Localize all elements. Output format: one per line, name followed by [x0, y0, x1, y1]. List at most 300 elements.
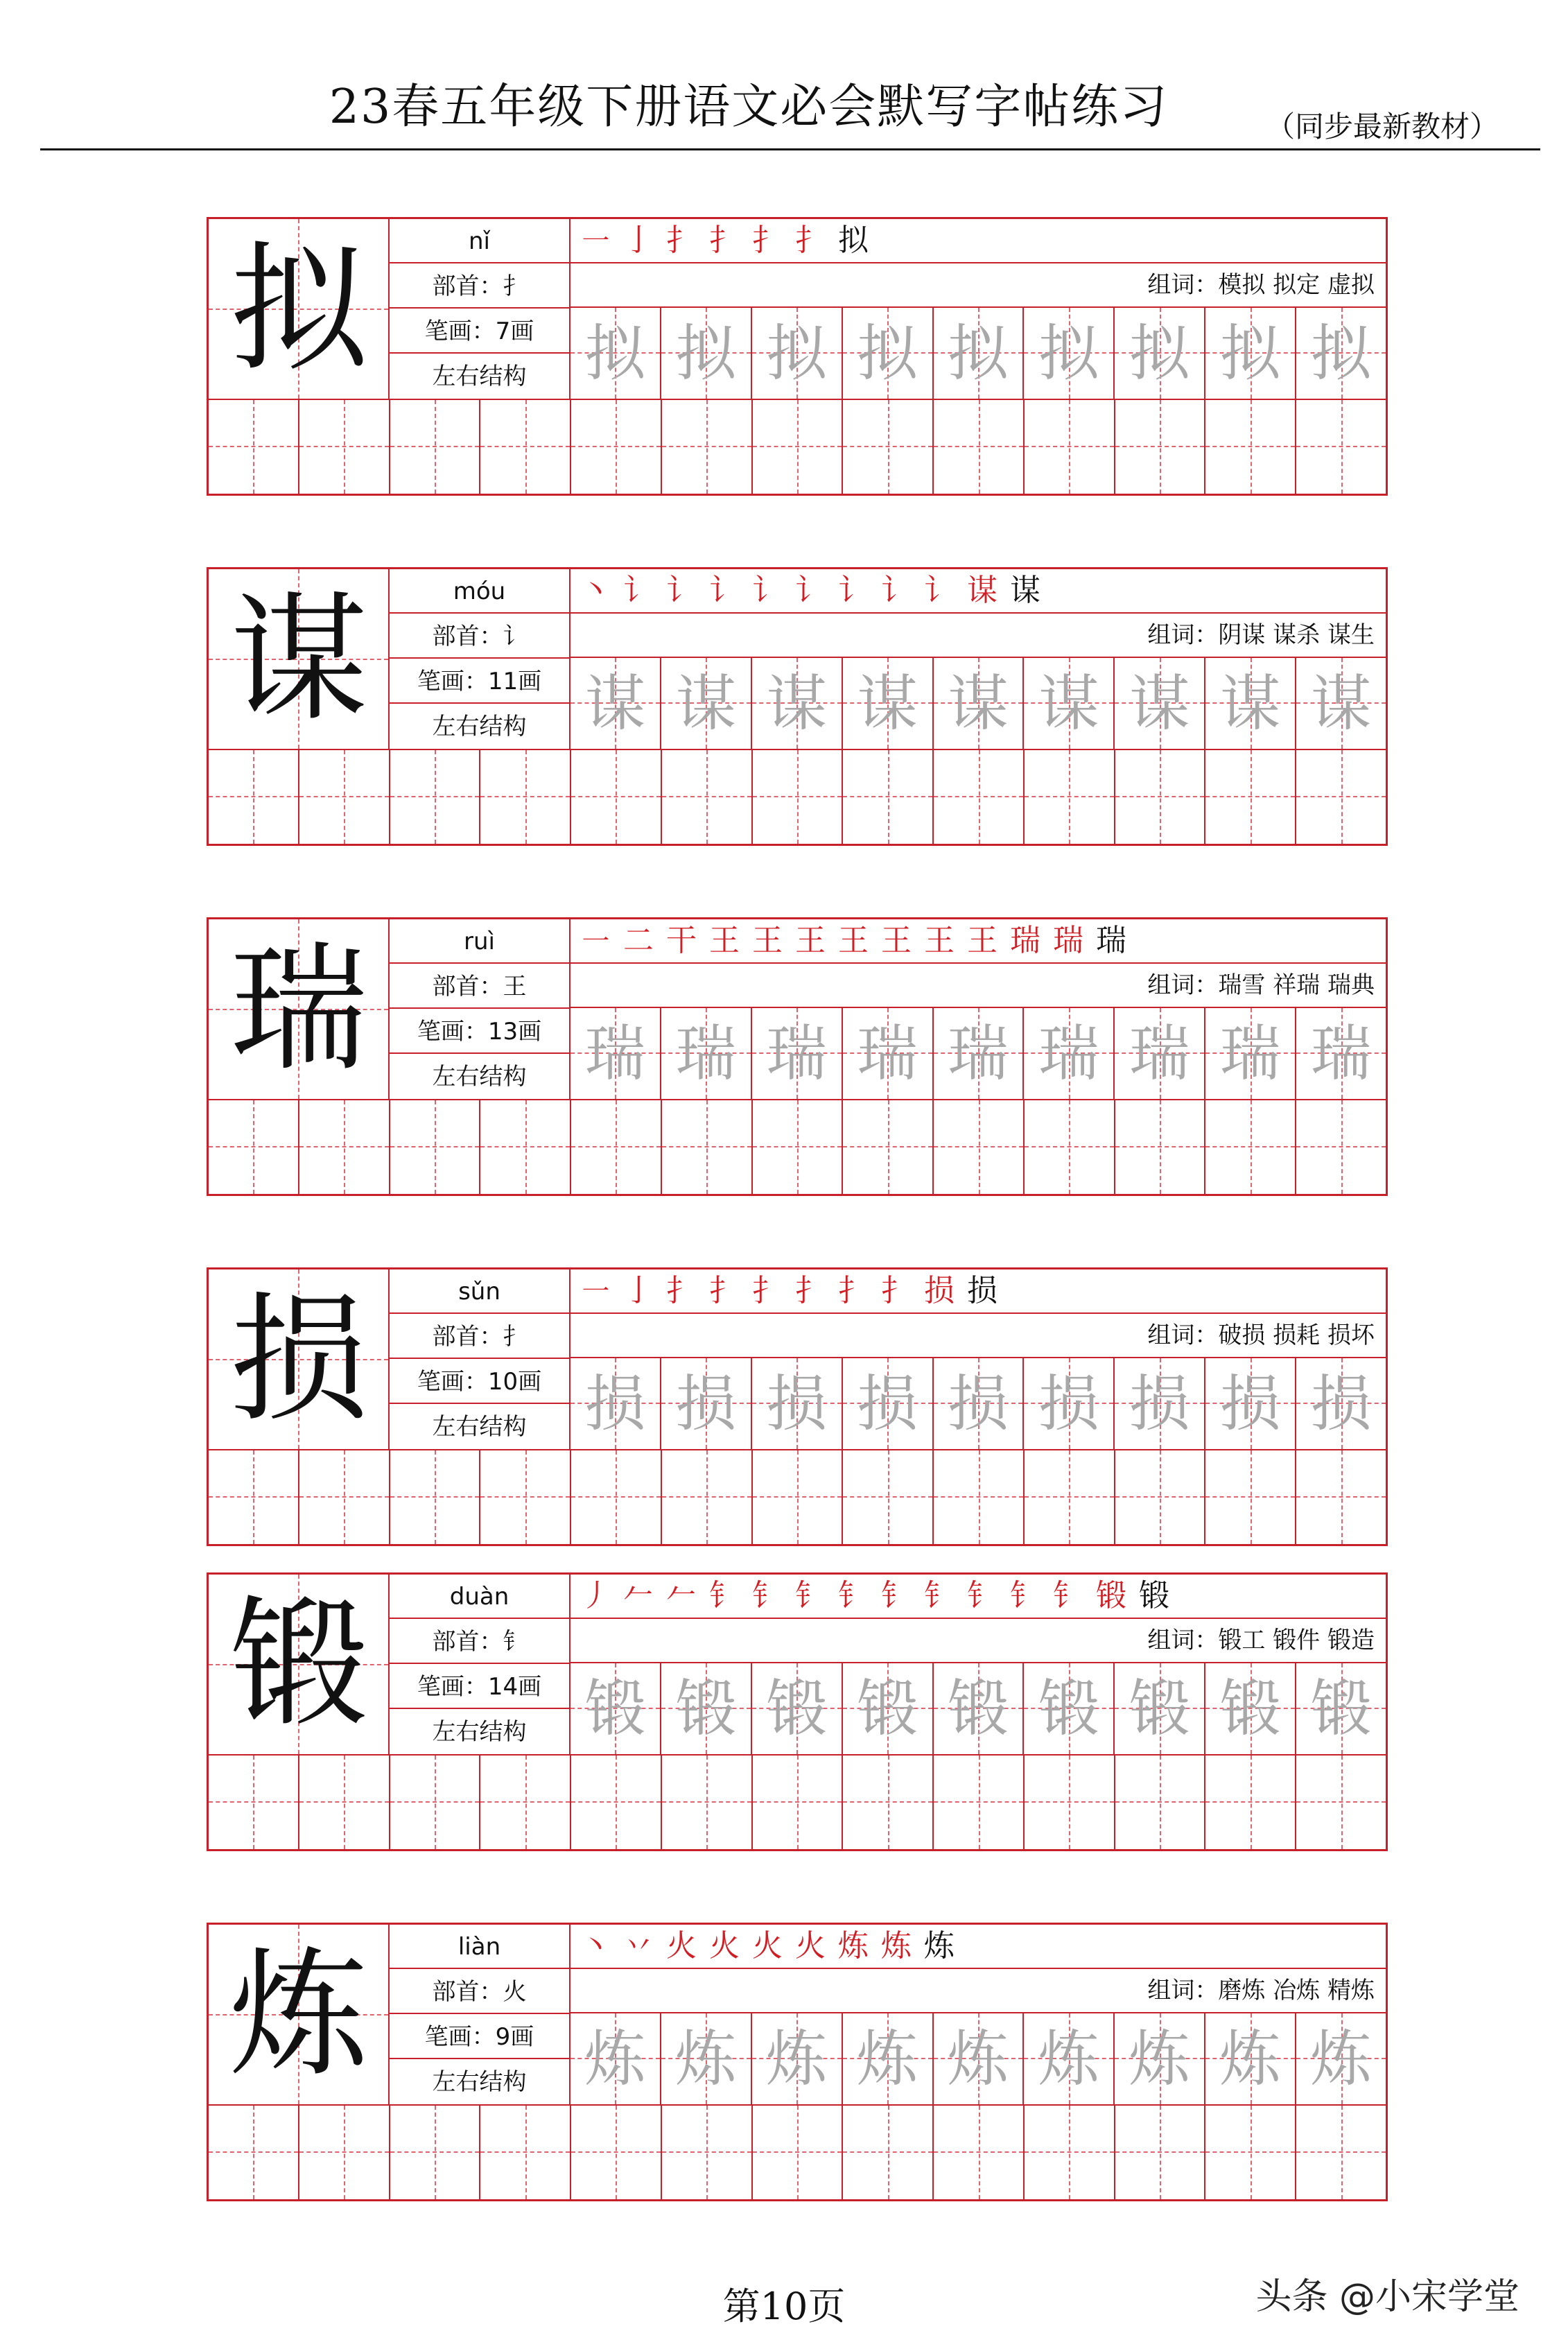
trace-cell[interactable]	[570, 658, 661, 749]
stroke-order	[570, 219, 1386, 263]
page-title: 23春五年级下册语文必会默写字帖练习	[329, 80, 1169, 135]
write-cell[interactable]	[1115, 1756, 1206, 1849]
stroke-step: 钅	[1053, 1578, 1096, 1613]
stroke-order	[570, 569, 1386, 614]
stroke-step: 讠	[795, 573, 838, 608]
trace-cell[interactable]	[570, 1008, 661, 1099]
write-cell[interactable]	[390, 2106, 481, 2199]
structure-label: 左右结构	[390, 1405, 569, 1450]
trace-cell[interactable]	[1115, 2013, 1205, 2104]
guide-line	[797, 2106, 799, 2199]
write-cell[interactable]	[753, 2106, 844, 2199]
trace-cell[interactable]	[1024, 308, 1115, 399]
write-cell[interactable]	[1115, 1100, 1206, 1194]
trace-char: 谋	[1310, 668, 1372, 739]
char-info	[390, 1269, 570, 1450]
trace-cell[interactable]	[934, 1008, 1025, 1099]
write-cell[interactable]	[480, 2106, 571, 2199]
guide-line	[888, 2106, 889, 2199]
guide-line	[253, 400, 254, 494]
guide-line	[1069, 2106, 1070, 2199]
trace-char: 拟	[584, 318, 646, 389]
stroke-order	[570, 919, 1386, 964]
write-row	[209, 1100, 1386, 1194]
write-cell[interactable]	[843, 750, 934, 844]
trace-cell[interactable]	[1205, 1663, 1296, 1754]
trace-cell[interactable]	[752, 2013, 843, 2104]
stroke-step: 𠂉	[666, 1578, 709, 1613]
write-cell[interactable]	[390, 1100, 481, 1194]
write-cell[interactable]	[1296, 1756, 1386, 1849]
write-cell[interactable]	[299, 1100, 390, 1194]
write-cell[interactable]	[662, 750, 753, 844]
stroke-step: 钅	[1010, 1578, 1053, 1613]
trace-char: 炼	[948, 2023, 1009, 2095]
stroke-step: 炼	[924, 1928, 967, 1964]
trace-char: 谋	[1129, 668, 1190, 739]
trace-char: 损	[766, 1368, 828, 1439]
word-examples: 组词：模拟 拟定 虚拟	[570, 263, 1386, 308]
model-char-cell	[209, 1925, 390, 2106]
write-cell[interactable]	[753, 1100, 844, 1194]
guide-line	[616, 1756, 617, 1849]
stroke-step: 炼	[881, 1928, 924, 1964]
trace-cell[interactable]	[934, 2013, 1025, 2104]
structure-label: 左右结构	[390, 354, 569, 400]
char-info	[390, 1575, 570, 1756]
guide-line	[1341, 1756, 1343, 1849]
stroke-count-label: 笔画：9画	[390, 2015, 569, 2059]
trace-cell[interactable]	[843, 1358, 934, 1449]
write-cell[interactable]	[1205, 400, 1296, 494]
write-cell[interactable]	[1115, 750, 1206, 844]
guide-line	[435, 400, 436, 494]
write-cell[interactable]	[934, 1100, 1025, 1194]
model-char-cell	[209, 919, 390, 1100]
trace-cell[interactable]	[1205, 658, 1296, 749]
trace-char: 瑞	[1038, 1018, 1099, 1089]
write-cell[interactable]	[1115, 400, 1206, 494]
write-cell[interactable]	[480, 1756, 571, 1849]
write-cell[interactable]	[571, 750, 662, 844]
write-cell[interactable]	[753, 400, 844, 494]
write-cell[interactable]	[571, 1756, 662, 1849]
write-cell[interactable]	[753, 750, 844, 844]
guide-line	[525, 1100, 527, 1194]
write-cell[interactable]	[571, 400, 662, 494]
structure-label: 左右结构	[390, 2060, 569, 2106]
write-cell[interactable]	[934, 750, 1025, 844]
write-cell[interactable]	[1025, 1100, 1115, 1194]
write-cell[interactable]	[843, 2106, 934, 2199]
write-cell[interactable]	[1205, 1450, 1296, 1544]
write-cell[interactable]	[843, 1100, 934, 1194]
trace-cell[interactable]	[1024, 2013, 1115, 2104]
trace-cell[interactable]	[1115, 1663, 1205, 1754]
trace-row	[570, 658, 1386, 750]
write-cell[interactable]	[390, 1756, 481, 1849]
trace-row	[570, 1663, 1386, 1756]
page-number: 第10页	[722, 2285, 846, 2328]
write-cell[interactable]	[1025, 1756, 1115, 1849]
stroke-step: 瑞	[1053, 923, 1096, 958]
guide-line	[344, 1450, 345, 1544]
stroke-order	[570, 1575, 1386, 1619]
practice-block	[207, 1572, 1388, 1851]
trace-row	[570, 2013, 1386, 2106]
write-cell[interactable]	[480, 400, 571, 494]
trace-char: 锻	[1038, 1673, 1099, 1744]
stroke-step: 王	[795, 923, 838, 958]
trace-cell[interactable]	[1205, 2013, 1296, 2104]
page-subtitle: （同步最新教材）	[1265, 110, 1499, 144]
write-cell[interactable]	[843, 1450, 934, 1544]
write-cell[interactable]	[1296, 2106, 1386, 2199]
structure-label: 左右结构	[390, 1055, 569, 1100]
trace-cell[interactable]	[1115, 1358, 1205, 1449]
guide-line	[1251, 2106, 1252, 2199]
stroke-step: 丶	[580, 1928, 623, 1964]
trace-cell[interactable]	[843, 1008, 934, 1099]
guide-line	[1251, 750, 1252, 844]
model-char: 谋	[229, 579, 369, 740]
stroke-step: 王	[924, 923, 967, 958]
write-cell[interactable]	[662, 400, 753, 494]
write-cell[interactable]	[1296, 1100, 1386, 1194]
write-cell[interactable]	[1296, 750, 1386, 844]
stroke-count-label: 笔画：10画	[390, 1360, 569, 1404]
pinyin-label: nǐ	[390, 219, 569, 263]
guide-line	[435, 1100, 436, 1194]
stroke-step: 锻	[1096, 1578, 1139, 1613]
stroke-step: ㇐	[580, 223, 623, 258]
guide-line	[435, 1756, 436, 1849]
trace-char: 锻	[1310, 1673, 1372, 1744]
trace-cell[interactable]	[752, 1663, 843, 1754]
watermark: 头条 @小宋学堂	[1255, 2276, 1519, 2318]
trace-cell[interactable]	[843, 2013, 934, 2104]
stroke-step: 扌	[709, 223, 752, 258]
trace-char: 瑞	[1129, 1018, 1190, 1089]
guide-line	[706, 2106, 708, 2199]
guide-line	[525, 750, 527, 844]
write-cell[interactable]	[1025, 1450, 1115, 1544]
pinyin-label: ruì	[390, 919, 569, 964]
guide-line	[797, 1450, 799, 1544]
trace-cell[interactable]	[1205, 1008, 1296, 1099]
trace-cell[interactable]	[661, 308, 752, 399]
practice-block	[207, 217, 1388, 496]
guide-line	[1160, 750, 1161, 844]
stroke-step: ㇐	[580, 1273, 623, 1308]
trace-char: 谋	[675, 668, 737, 739]
trace-cell[interactable]	[752, 1008, 843, 1099]
trace-char: 损	[1310, 1368, 1372, 1439]
trace-cell[interactable]	[934, 1358, 1025, 1449]
write-cell[interactable]	[1296, 400, 1386, 494]
trace-cell[interactable]	[934, 308, 1025, 399]
stroke-step: 亅	[623, 223, 666, 258]
write-row	[209, 2106, 1386, 2199]
trace-char: 拟	[857, 318, 918, 389]
radical-label: 部首：火	[390, 1970, 569, 2014]
write-cell[interactable]	[1205, 750, 1296, 844]
stroke-step: 讠	[752, 573, 795, 608]
trace-cell[interactable]	[1296, 1358, 1386, 1449]
guide-line	[888, 400, 889, 494]
write-cell[interactable]	[480, 1450, 571, 1544]
write-cell[interactable]	[299, 1756, 390, 1849]
write-cell[interactable]	[662, 2106, 753, 2199]
stroke-count-label: 笔画：14画	[390, 1665, 569, 1709]
trace-cell[interactable]	[570, 2013, 661, 2104]
trace-cell[interactable]	[570, 1663, 661, 1754]
stroke-step: 丶	[580, 573, 623, 608]
guide-line	[1069, 400, 1070, 494]
write-cell[interactable]	[571, 2106, 662, 2199]
guide-line	[1160, 1450, 1161, 1544]
trace-char: 拟	[766, 318, 828, 389]
stroke-step: 火	[709, 1928, 752, 1964]
stroke-step: 火	[666, 1928, 709, 1964]
write-cell[interactable]	[662, 1450, 753, 1544]
trace-cell[interactable]	[1296, 1663, 1386, 1754]
trace-cell[interactable]	[934, 658, 1025, 749]
word-examples: 组词：锻工 锻件 锻造	[570, 1619, 1386, 1663]
write-cell[interactable]	[934, 1450, 1025, 1544]
write-cell[interactable]	[753, 1756, 844, 1849]
write-cell[interactable]	[480, 1100, 571, 1194]
practice-block	[207, 1267, 1388, 1546]
guide-line	[616, 750, 617, 844]
write-cell[interactable]	[934, 400, 1025, 494]
trace-char: 炼	[1219, 2023, 1281, 2095]
trace-char: 炼	[1310, 2023, 1372, 2095]
write-cell[interactable]	[934, 1756, 1025, 1849]
trace-char: 锻	[766, 1673, 828, 1744]
trace-char: 损	[584, 1368, 646, 1439]
trace-cell[interactable]	[752, 308, 843, 399]
write-cell[interactable]	[1025, 2106, 1115, 2199]
trace-cell[interactable]	[1115, 308, 1205, 399]
trace-cell[interactable]	[1296, 2013, 1386, 2104]
stroke-step: 扌	[666, 1273, 709, 1308]
trace-char: 拟	[1129, 318, 1190, 389]
write-cell[interactable]	[1296, 1450, 1386, 1544]
trace-cell[interactable]	[1296, 1008, 1386, 1099]
trace-cell[interactable]	[661, 1008, 752, 1099]
write-cell[interactable]	[571, 1450, 662, 1544]
stroke-step: 讠	[709, 573, 752, 608]
write-cell[interactable]	[1025, 750, 1115, 844]
guide-line	[1341, 1100, 1343, 1194]
trace-char: 损	[1129, 1368, 1190, 1439]
stroke-step: 王	[967, 923, 1010, 958]
trace-cell[interactable]	[1024, 1008, 1115, 1099]
write-cell[interactable]	[209, 1450, 299, 1544]
write-cell[interactable]	[209, 2106, 299, 2199]
trace-cell[interactable]	[1024, 1358, 1115, 1449]
stroke-step: 讠	[881, 573, 924, 608]
trace-char: 拟	[1310, 318, 1372, 389]
char-info	[390, 219, 570, 400]
write-cell[interactable]	[1025, 400, 1115, 494]
stroke-step: 亅	[623, 1273, 666, 1308]
trace-char: 瑞	[675, 1018, 737, 1089]
trace-row	[570, 1358, 1386, 1450]
write-cell[interactable]	[390, 1450, 481, 1544]
stroke-step: 拟	[838, 223, 881, 258]
trace-cell[interactable]	[843, 308, 934, 399]
stroke-step: 丷	[623, 1928, 666, 1964]
guide-line	[344, 400, 345, 494]
stroke-step: 钅	[881, 1578, 924, 1613]
trace-cell[interactable]	[570, 1358, 661, 1449]
guide-line	[1251, 1756, 1252, 1849]
char-info	[390, 1925, 570, 2106]
trace-char: 瑞	[584, 1018, 646, 1089]
guide-line	[435, 2106, 436, 2199]
trace-cell[interactable]	[661, 658, 752, 749]
stroke-step: 二	[623, 923, 666, 958]
write-cell[interactable]	[934, 2106, 1025, 2199]
trace-char: 拟	[1219, 318, 1281, 389]
trace-cell[interactable]	[570, 308, 661, 399]
trace-char: 损	[1219, 1368, 1281, 1439]
guide-line	[1341, 750, 1343, 844]
write-cell[interactable]	[299, 1450, 390, 1544]
stroke-step: 锻	[1139, 1578, 1182, 1613]
stroke-step: 王	[752, 923, 795, 958]
guide-line	[979, 1450, 980, 1544]
write-cell[interactable]	[753, 1450, 844, 1544]
write-cell[interactable]	[1205, 1100, 1296, 1194]
write-cell[interactable]	[390, 400, 481, 494]
guide-line	[616, 2106, 617, 2199]
trace-cell[interactable]	[1205, 1358, 1296, 1449]
trace-cell[interactable]	[1205, 308, 1296, 399]
guide-line	[616, 1450, 617, 1544]
write-cell[interactable]	[299, 2106, 390, 2199]
trace-cell[interactable]	[843, 658, 934, 749]
trace-cell[interactable]	[661, 1358, 752, 1449]
trace-cell[interactable]	[1296, 308, 1386, 399]
stroke-step: 钅	[924, 1578, 967, 1613]
guide-line	[344, 2106, 345, 2199]
trace-cell[interactable]	[661, 2013, 752, 2104]
stroke-count-label: 笔画：7画	[390, 309, 569, 354]
trace-char: 瑞	[857, 1018, 918, 1089]
trace-cell[interactable]	[661, 1663, 752, 1754]
write-row	[209, 1756, 1386, 1849]
guide-line	[616, 400, 617, 494]
structure-label: 左右结构	[390, 1710, 569, 1756]
stroke-step: 扌	[752, 223, 795, 258]
write-cell[interactable]	[1205, 1756, 1296, 1849]
write-cell[interactable]	[843, 400, 934, 494]
write-cell[interactable]	[209, 750, 299, 844]
write-cell[interactable]	[480, 750, 571, 844]
trace-char: 瑞	[766, 1018, 828, 1089]
write-cell[interactable]	[843, 1756, 934, 1849]
guide-line	[253, 750, 254, 844]
trace-char: 谋	[766, 668, 828, 739]
write-cell[interactable]	[299, 750, 390, 844]
trace-cell[interactable]	[1115, 1008, 1205, 1099]
guide-line	[253, 1100, 254, 1194]
guide-line	[1069, 1450, 1070, 1544]
guide-line	[979, 750, 980, 844]
trace-char: 谋	[1038, 668, 1099, 739]
stroke-step: 讠	[838, 573, 881, 608]
write-cell[interactable]	[209, 1756, 299, 1849]
trace-cell[interactable]	[752, 658, 843, 749]
stroke-order	[570, 1925, 1386, 1969]
guide-line	[1160, 1100, 1161, 1194]
radical-label: 部首：扌	[390, 264, 569, 309]
write-cell[interactable]	[299, 400, 390, 494]
guide-line	[435, 1450, 436, 1544]
trace-char: 炼	[1129, 2023, 1190, 2095]
trace-cell[interactable]	[1296, 658, 1386, 749]
trace-char: 瑞	[1310, 1018, 1372, 1089]
trace-char: 锻	[1129, 1673, 1190, 1744]
guide-line	[1069, 750, 1070, 844]
trace-cell[interactable]	[843, 1663, 934, 1754]
trace-cell[interactable]	[1115, 658, 1205, 749]
guide-line	[1160, 400, 1161, 494]
radical-label: 部首：扌	[390, 1315, 569, 1359]
stroke-step: 讠	[623, 573, 666, 608]
write-cell[interactable]	[390, 750, 481, 844]
stroke-step: 谋	[1010, 573, 1053, 608]
pinyin-label: sǔn	[390, 1269, 569, 1314]
trace-cell[interactable]	[934, 1663, 1025, 1754]
trace-char: 损	[948, 1368, 1009, 1439]
trace-char: 锻	[675, 1673, 737, 1744]
guide-line	[888, 750, 889, 844]
guide-line	[888, 1450, 889, 1544]
guide-line	[1069, 1756, 1070, 1849]
trace-cell[interactable]	[1024, 658, 1115, 749]
write-cell[interactable]	[1205, 2106, 1296, 2199]
stroke-count-label: 笔画：13画	[390, 1009, 569, 1054]
stroke-step: 钅	[709, 1578, 752, 1613]
guide-line	[1251, 1450, 1252, 1544]
write-cell[interactable]	[209, 1100, 299, 1194]
guide-line	[525, 1450, 527, 1544]
guide-line	[253, 1450, 254, 1544]
guide-line	[706, 400, 708, 494]
stroke-step: 𠂉	[623, 1578, 666, 1613]
trace-char: 损	[857, 1368, 918, 1439]
write-cell[interactable]	[571, 1100, 662, 1194]
trace-cell[interactable]	[752, 1358, 843, 1449]
trace-cell[interactable]	[1024, 1663, 1115, 1754]
write-cell[interactable]	[1115, 1450, 1206, 1544]
model-char-cell	[209, 1575, 390, 1756]
trace-char: 谋	[948, 668, 1009, 739]
write-cell[interactable]	[662, 1756, 753, 1849]
trace-char: 拟	[1038, 318, 1099, 389]
stroke-step: 钅	[752, 1578, 795, 1613]
write-cell[interactable]	[1115, 2106, 1206, 2199]
stroke-step: 钅	[795, 1578, 838, 1613]
trace-char: 炼	[584, 2023, 646, 2095]
stroke-count-label: 笔画：11画	[390, 659, 569, 704]
write-cell[interactable]	[209, 400, 299, 494]
write-cell[interactable]	[662, 1100, 753, 1194]
